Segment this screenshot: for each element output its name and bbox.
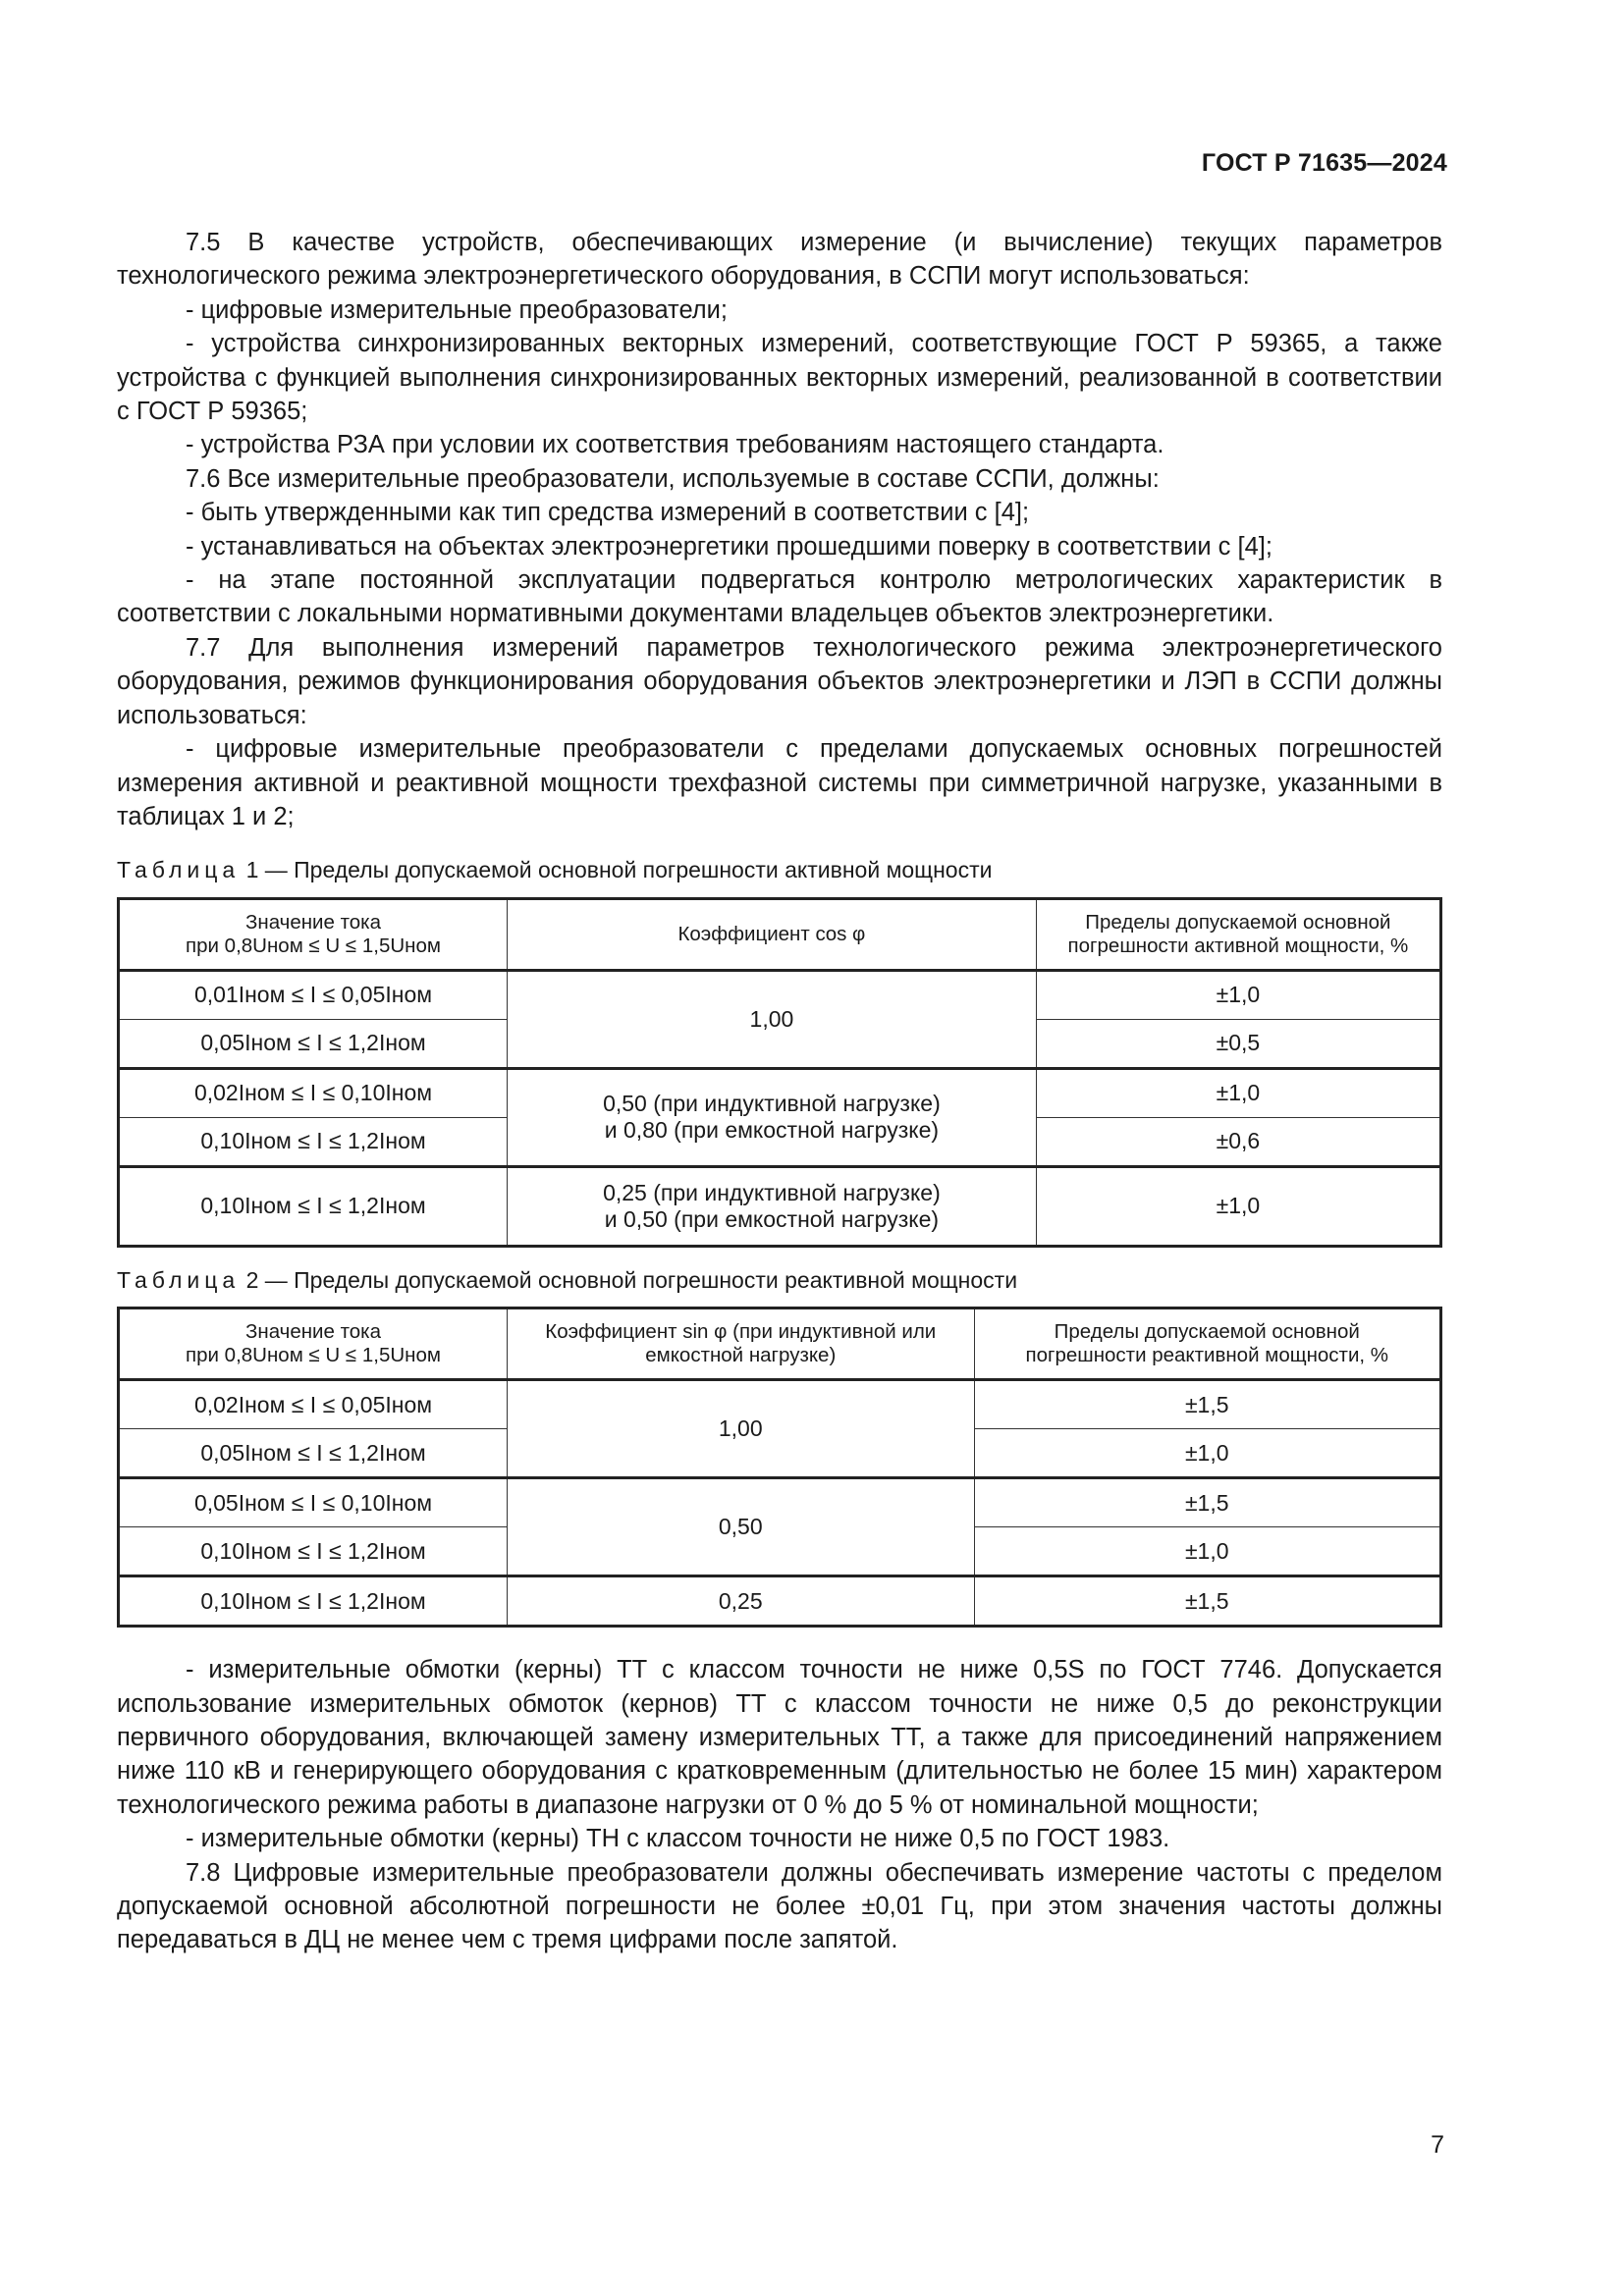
paragraph-7-7: 7.7 Для выполнения измерений параметров технологического режима электроэнергетического оборудования, режимов функционирования оборудования объектов электроэнергетики и ЛЭП в ССПИ должны использоваться:	[117, 633, 1442, 729]
paragraph-7-6: 7.6 Все измерительные преобразователи, используемые в составе ССПИ, должны:	[186, 464, 1160, 493]
table-cell: ±1,0	[1036, 1166, 1440, 1246]
table-row	[119, 970, 1441, 1019]
list-item: - измерительные обмотки (керны) ТТ с классом точности не ниже 0,5S по ГОСТ 7746. Допускается использование измерительных обмоток (кернов) ТТ с классом точности не ниже 0,5 до реконструкции первичного оборудования, включающей замену измерительных ТТ, а также для присоединений напряжением ниже 110 кВ и генерирующего оборудования с кратковременным (длительностью не более 15 мин) характером технологического режима работы в диапазоне нагрузки от 0 % до 5 % от номинальной мощности;	[117, 1656, 1442, 1819]
list-item: - цифровые измерительные преобразователи с пределами допускаемых основных погрешностей измерения активной и реактивной мощности трехфазной системы при симметричной нагрузке, указанными в таблицах 1 и 2;	[117, 735, 1442, 830]
table-cell: 0,25 (при индуктивной нагрузке) и 0,50 (при емкостной нагрузке)	[508, 1166, 1037, 1246]
paragraph-7-5: 7.5 В качестве устройств, обеспечивающих измерение (и вычисление) текущих параметров технологического режима электроэнергетического оборудования, в ССПИ могут использоваться:	[117, 229, 1442, 291]
table-header-cell: Значение тока при 0,8Uном ≤ U ≤ 1,5Uном	[119, 898, 508, 970]
table2-caption-text: 2 — Пределы допускаемой основной погрешности реактивной мощности	[245, 1266, 1018, 1293]
list-item: - устройства РЗА при условии их соответствия требованиям настоящего стандарта.	[186, 431, 1164, 459]
table-cell: 0,50	[508, 1478, 974, 1576]
table-cell: ±1,5	[974, 1380, 1441, 1429]
table-cell: 0,02Iном ≤ I ≤ 0,05Iном	[119, 1380, 508, 1429]
page-content	[117, 226, 1442, 1957]
table-cell: ±1,5	[974, 1478, 1441, 1527]
table-header-row	[119, 1308, 1441, 1380]
list-item: - на этапе постоянной эксплуатации подвергаться контролю метрологических характеристик в соответствии с локальными нормативными документами владельцев объектов электроэнергетики.	[117, 566, 1442, 628]
table2-caption-label: Таблица	[117, 1266, 241, 1293]
table-cell: ±1,0	[1036, 970, 1440, 1019]
list-item: - измерительные обмотки (керны) ТН с классом точности не ниже 0,5 по ГОСТ 1983.	[186, 1825, 1170, 1853]
table1-caption-label: Таблица	[117, 857, 241, 883]
table-cell: ±1,5	[974, 1576, 1441, 1627]
table-cell: 0,05Iном ≤ I ≤ 0,10Iном	[119, 1478, 508, 1527]
list-item: - устройства синхронизированных векторных измерений, соответствующие ГОСТ Р 59365, а также устройства с функцией выполнения синхронизированных векторных измерений, реализованной в соответствии с ГОСТ Р 59365;	[117, 330, 1442, 426]
table-header-row	[119, 898, 1441, 970]
list-item: - быть утвержденными как тип средства измерений в соответствии с [4];	[186, 499, 1030, 527]
table-reactive-power	[117, 1307, 1442, 1628]
table-header-cell: Пределы допускаемой основной погрешности активной мощности, %	[1036, 898, 1440, 970]
table-cell: 0,10Iном ≤ I ≤ 1,2Iном	[119, 1117, 508, 1166]
table-row	[119, 1068, 1441, 1117]
table-active-power	[117, 897, 1442, 1248]
table-cell: 0,10Iном ≤ I ≤ 1,2Iном	[119, 1527, 508, 1576]
table-cell: 0,10Iном ≤ I ≤ 1,2Iном	[119, 1166, 508, 1246]
page-number: 7	[1431, 2131, 1444, 2159]
table-cell: ±0,5	[1036, 1019, 1440, 1068]
table-cell: ±1,0	[974, 1527, 1441, 1576]
table-cell: ±1,0	[1036, 1068, 1440, 1117]
table-cell: 0,10Iном ≤ I ≤ 1,2Iном	[119, 1576, 508, 1627]
table-row	[119, 1576, 1441, 1627]
table-cell: ±0,6	[1036, 1117, 1440, 1166]
table1-caption-text: 1 — Пределы допускаемой основной погрешности активной мощности	[245, 857, 993, 883]
table-header-cell: Пределы допускаемой основной погрешности реактивной мощности, %	[974, 1308, 1441, 1380]
table-header-cell: Коэффициент sin φ (при индуктивной или емкостной нагрузке)	[508, 1308, 974, 1380]
table1-caption	[117, 853, 1442, 886]
table-header-cell: Значение тока при 0,8Uном ≤ U ≤ 1,5Uном	[119, 1308, 508, 1380]
table-cell: 0,05Iном ≤ I ≤ 1,2Iном	[119, 1019, 508, 1068]
list-item: - цифровые измерительные преобразователи;	[186, 295, 728, 324]
table-cell: 1,00	[508, 1380, 974, 1478]
table-row	[119, 1478, 1441, 1527]
table-cell: 0,50 (при индуктивной нагрузке) и 0,80 (при емкостной нагрузке)	[508, 1068, 1037, 1166]
table2-caption	[117, 1263, 1442, 1297]
paragraph-7-8: 7.8 Цифровые измерительные преобразователи должны обеспечивать измерение частоты с пределом допускаемой основной абсолютной погрешности не более ±0,01 Гц, при этом значения частоты должны передаваться в ДЦ не менее чем с тремя цифрами после запятой.	[117, 1858, 1442, 1954]
table-cell: 0,01Iном ≤ I ≤ 0,05Iном	[119, 970, 508, 1019]
table-cell: 1,00	[508, 970, 1037, 1068]
table-header-cell: Коэффициент cos φ	[508, 898, 1037, 970]
table-row	[119, 1380, 1441, 1429]
table-row	[119, 1166, 1441, 1246]
table-cell: 0,25	[508, 1576, 974, 1627]
document-header: ГОСТ Р 71635—2024	[1201, 149, 1447, 177]
table-cell: 0,02Iном ≤ I ≤ 0,10Iном	[119, 1068, 508, 1117]
table-cell: 0,05Iном ≤ I ≤ 1,2Iном	[119, 1429, 508, 1478]
bottom-text	[117, 1653, 1442, 1957]
list-item: - устанавливаться на объектах электроэнергетики прошедшими поверку в соответствии с [4];	[186, 532, 1272, 561]
table-cell: ±1,0	[974, 1429, 1441, 1478]
